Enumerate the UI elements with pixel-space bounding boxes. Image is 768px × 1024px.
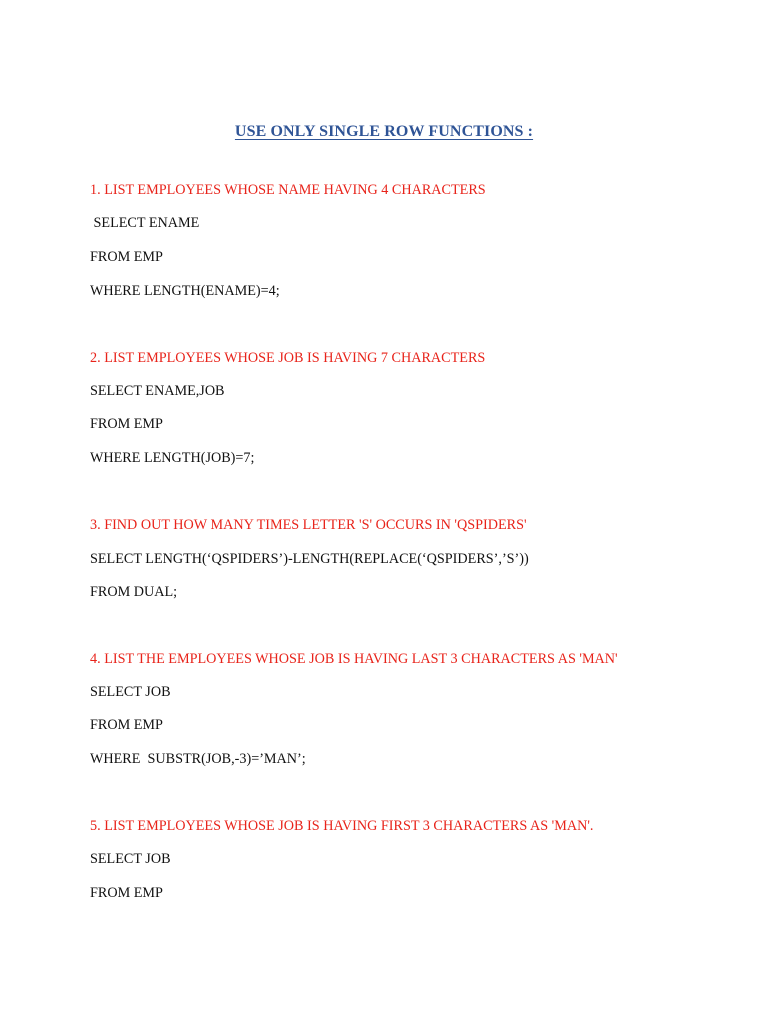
question-5: 5. LIST EMPLOYEES WHOSE JOB IS HAVING FIRST 3 CHARACTERS AS 'MAN'. [90, 818, 594, 834]
code-line-4-3: WHERE SUBSTR(JOB,-3)=’MAN’; [90, 751, 306, 767]
code-line-5-2: FROM EMP [90, 885, 163, 901]
code-line-3-1: SELECT LENGTH(‘QSPIDERS’)-LENGTH(REPLACE(‘QSPIDERS’,’S’)) [90, 551, 529, 567]
code-line-2-1: SELECT ENAME,JOB [90, 383, 225, 399]
question-2: 2. LIST EMPLOYEES WHOSE JOB IS HAVING 7 CHARACTERS [90, 350, 486, 366]
code-line-3-2: FROM DUAL; [90, 584, 178, 600]
code-line-1-2: FROM EMP [90, 249, 163, 265]
code-line-1-3: WHERE LENGTH(ENAME)=4; [90, 283, 280, 299]
code-line-4-1: SELECT JOB [90, 684, 171, 700]
document-title: USE ONLY SINGLE ROW FUNCTIONS : [234, 123, 534, 140]
code-line-4-2: FROM EMP [90, 717, 163, 733]
question-1: 1. LIST EMPLOYEES WHOSE NAME HAVING 4 CHARACTERS [90, 182, 486, 198]
code-line-1-1: SELECT ENAME [90, 215, 200, 231]
code-line-2-2: FROM EMP [90, 416, 163, 432]
question-3: 3. FIND OUT HOW MANY TIMES LETTER 'S' OCCURS IN 'QSPIDERS' [90, 517, 527, 533]
code-line-5-1: SELECT JOB [90, 851, 171, 867]
code-line-2-3: WHERE LENGTH(JOB)=7; [90, 450, 255, 466]
question-4: 4. LIST THE EMPLOYEES WHOSE JOB IS HAVING LAST 3 CHARACTERS AS 'MAN' [90, 651, 618, 667]
